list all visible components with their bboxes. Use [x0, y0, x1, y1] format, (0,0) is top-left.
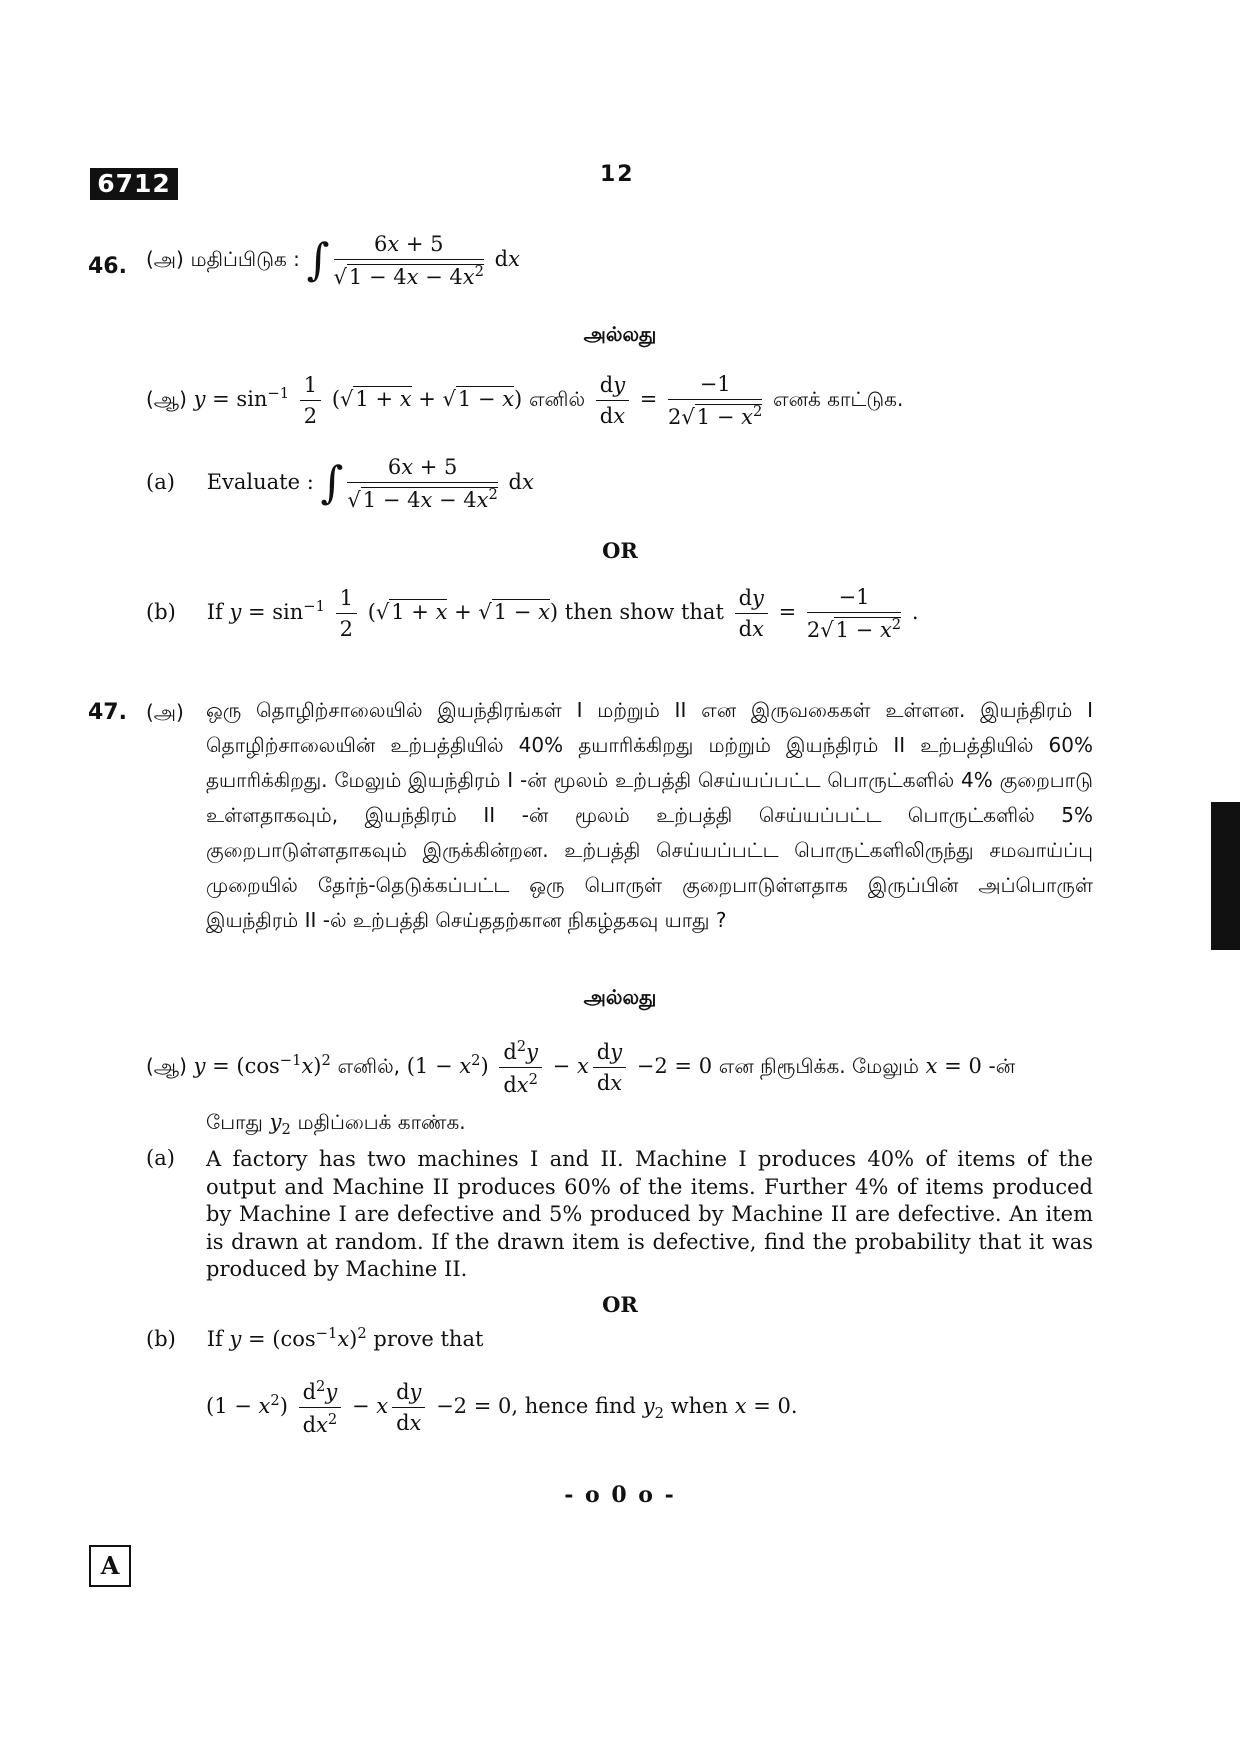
q46-b-english: (b) If $y = \sin^{-1}$ $\frac{1}{2}$ (√1 + x + √1 − x) then show that $\frac{dy}{dx}$ = $\frac{-1}{2√1 - x^2}$ .	[146, 585, 919, 642]
q47-b-label: (b)	[146, 1327, 176, 1351]
page-number: 12	[600, 162, 635, 187]
question-46-number: 46.	[88, 254, 127, 279]
q47-or-english: OR	[602, 1292, 638, 1317]
integral-symbol: ∫	[306, 234, 330, 286]
q46-b-if: If	[206, 600, 223, 624]
q47-or-tamil: அல்லது	[583, 985, 657, 1009]
q46-a-fraction: $\frac{6x + 5}{√1 - 4x - 4x^2}$	[333, 232, 484, 289]
q47-a-tamil-text: ஒரு தொழிற்சாலையில் இயந்திரங்கள் I மற்றும் II என இருவகைகள் உள்ளன. இயந்திரம் I தொழிற்சாலையின் உற்பத்தியில் 40% தயாரிக்கிறது மற்றும் இயந்திரம் II உற்பத்தியில் 60% தயாரிக்கிறது. மேலும் இயந்திரம் I -ன் மூலம் உற்பத்தி செய்யப்பட்ட பொருட்களில் 4% குறைபாடு உள்ளதாகவும், இயந்திரம் II -ன் மூலம் உற்பத்தி செய்யப்பட்ட பொருட்களில் 5% குறைபாடுள்ளதாகவும் இருக்கின்றன. உற்பத்தி செய்யப்பட்ட பொருட்களிலிருந்து சமவாய்ப்பு முறையில் தேர்ந்-தெடுக்கப்பட்ட ஒரு பொருள் குறைபாடுள்ளதாக இருப்பின் அப்பொருள் இயந்திரம் II -ல் உற்பத்தி செய்ததற்கான நிகழ்தகவு யாது ?	[206, 698, 1093, 932]
integral-symbol: ∫	[320, 457, 344, 509]
q47-b-equation: $(1 - x^2)$ $\frac{d^2y}{dx^2}$ − x $\frac{dy}{dx}$ −2 = 0, hence find $y_2$ when x = 0.	[206, 1378, 798, 1437]
q47-b-tamil-if: எனில்,	[337, 1054, 401, 1078]
q46-b-tamil-suffix: எனக் காட்டுக.	[773, 387, 904, 411]
q47-b-tamil-line2-text: போது	[206, 1110, 263, 1134]
q46-a-english: (a) Evaluate : ∫ $\frac{6x + 5}{√1 - 4x - 4x^2}$ dx	[146, 455, 534, 512]
question-47-number: 47.	[88, 700, 127, 725]
q47-b-english: (b) If $y = (\cos^{-1}x)^2$ prove that	[146, 1325, 484, 1351]
paper-code: 6712	[90, 168, 178, 200]
q46-a-tamil-prefix: மதிப்பிடுக :	[190, 247, 300, 271]
q47-b-tamil-prove: என நிரூபிக்க. மேலும்	[718, 1054, 919, 1078]
q46-b-then: then show that	[564, 600, 724, 624]
q46-a-tamil: (அ) மதிப்பிடுக : ∫ $\frac{6x + 5}{√1 - 4x - 4x^2}$ dx	[146, 232, 520, 289]
q47-b-tamil-when: -ன்	[988, 1054, 1016, 1078]
q46-or-english: OR	[602, 538, 638, 563]
q46-a-label: (a)	[146, 470, 175, 494]
q47-b-tamil-label: (ஆ)	[146, 1054, 187, 1078]
q47-b-hence: hence find	[524, 1394, 637, 1418]
q47-a-text: A factory has two machines I and II. Machine I produces 40% of items of the output and Machine II produces 60% of the items. Further 4% of items produced by Machine I are defective and 5% produced by Machine II are defective. An item is drawn at random. If the drawn item is defective, find the probability that it was produced by Machine II.	[206, 1147, 1093, 1281]
q46-b-label: (b)	[146, 600, 176, 624]
q46-b-tamil: (ஆ) $y = \sin^{-1}$ $\frac{1}{2}$ (√1 + x + √1 − x) எனில் $\frac{dy}{dx}$ = $\frac{-1}{2√1 - x^2}$ எனக் காட்டுக.	[146, 372, 904, 429]
q46-a-tamil-label: (அ)	[146, 247, 184, 271]
side-tab-marker	[1211, 802, 1240, 950]
end-of-paper-mark: - o 0 o -	[564, 1482, 676, 1508]
q47-b-tamil-find: மதிப்பைக் காண்க.	[297, 1110, 466, 1134]
q46-a-text: Evaluate :	[206, 470, 314, 494]
q47-b-if: If	[206, 1327, 223, 1351]
q46-or-tamil: அல்லது	[583, 322, 657, 346]
q46-b-tamil-label: (ஆ)	[146, 387, 187, 411]
q47-a-tamil-label: (அ)	[146, 700, 184, 724]
q46-b-tamil-equation: $y = \sin^{-1}$ $\frac{1}{2}$ (√1 + x + √1 − x)	[193, 373, 523, 428]
version-box: A	[89, 1545, 131, 1587]
q46-b-tamil-mid: எனில்	[528, 387, 586, 411]
q47-b-tamil-line2: போது $y_2$ மதிப்பைக் காண்க.	[206, 1110, 466, 1139]
q47-b-tamil: (ஆ) $y = (\cos^{-1}x)^2$ எனில், $(1 - x^2)$ $\frac{d^2y}{dx^2}$ − x $\frac{dy}{dx}$ −2 = 0 என நிரூபிக்க. மேலும் x = 0 -ன்	[146, 1038, 1016, 1097]
q47-a-label: (a)	[146, 1146, 175, 1170]
q47-b-when: when	[670, 1394, 729, 1418]
q47-b-prove: prove that	[373, 1327, 484, 1351]
